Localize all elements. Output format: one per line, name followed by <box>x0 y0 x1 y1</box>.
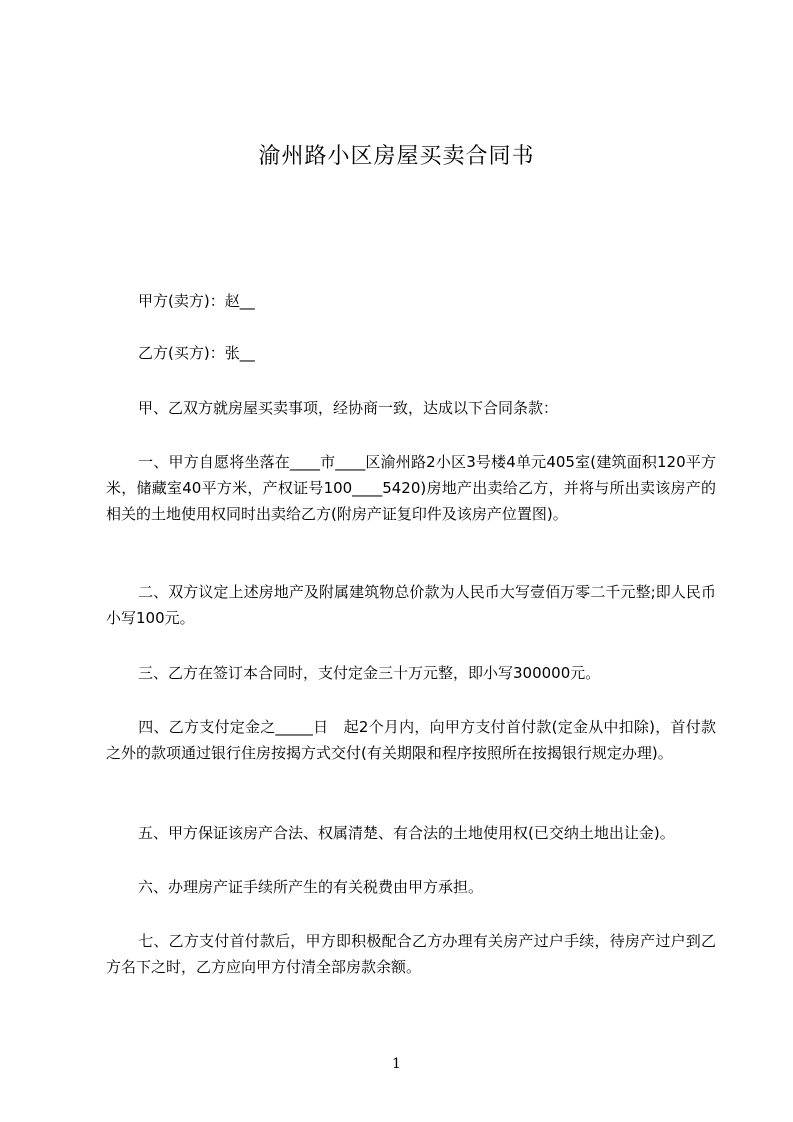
party-a-line <box>106 288 716 314</box>
clause-4 <box>106 714 716 766</box>
clause-text: 四、乙方支付定金之_____日 起2个月内，向甲方支付首付款(定金从中扣除)，首付款之外的款项通过银行住房按揭方式交付(有关期限和程序按照所在按揭银行规定办理)。 <box>106 718 716 762</box>
clause-3 <box>106 660 716 686</box>
party-b-text: 乙方(买方)：张__ <box>138 344 255 362</box>
clause-text: 七、乙方支付首付款后，甲方即积极配合乙方办理有关房产过户手续，待房产过户到乙方名下之时，乙方应向甲方付清全部房款余额。 <box>106 932 716 976</box>
intro-text: 甲、乙双方就房屋买卖事项，经协商一致，达成以下合同条款： <box>138 399 559 417</box>
clause-6 <box>106 874 716 900</box>
clause-1 <box>106 449 716 527</box>
clause-text: 一、甲方自愿将坐落在____市____区渝州路2小区3号楼4单元405室(建筑面积120平方米，储藏室40平方米，产权证号100____5420)房地产出卖给乙方，并将与所出卖该房产的相关的土地使用权同时出卖给乙方(附房产证复印件及该房产位置图)。 <box>106 453 716 523</box>
page-number: 1 <box>392 1056 401 1072</box>
document-title: 渝州路小区房屋买卖合同书 <box>258 144 535 169</box>
party-b-line <box>106 340 716 366</box>
clause-text: 五、甲方保证该房产合法、权属清楚、有合法的土地使用权(已交纳土地出让金)。 <box>138 824 675 842</box>
party-a-text: 甲方(卖方)：赵__ <box>138 292 255 310</box>
clause-7 <box>106 928 716 980</box>
intro-line <box>106 395 716 421</box>
clause-text: 二、双方议定上述房地产及附属建筑物总价款为人民币大写壹佰万零二千元整;即人民币小写100元。 <box>106 583 716 627</box>
clause-2 <box>106 579 716 631</box>
clause-text: 六、办理房产证手续所产生的有关税费由甲方承担。 <box>138 878 484 896</box>
clause-text: 三、乙方在签订本合同时，支付定金三十万元整，即小写300000元。 <box>138 664 601 682</box>
clause-5 <box>106 820 716 846</box>
